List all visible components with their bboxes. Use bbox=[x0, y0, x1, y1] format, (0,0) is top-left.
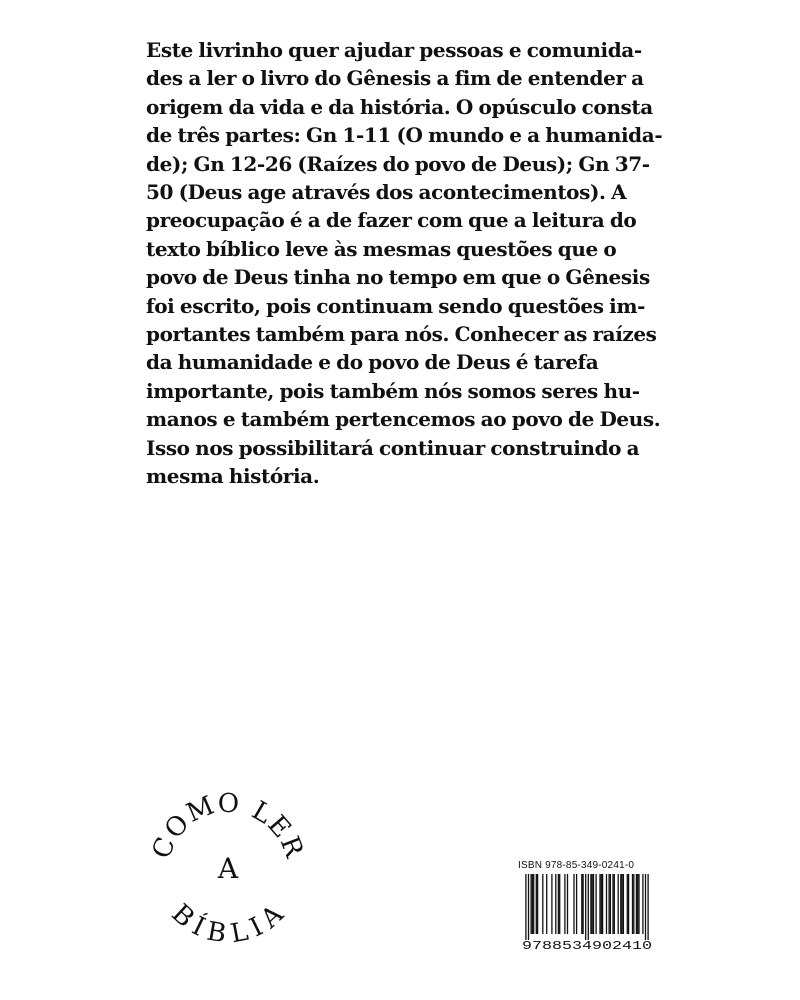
barcode-bar bbox=[555, 874, 556, 934]
barcode-bar bbox=[636, 874, 637, 934]
barcode-bar bbox=[637, 874, 638, 934]
barcode-bar bbox=[532, 874, 533, 934]
barcode-bar bbox=[612, 874, 613, 934]
barcode-bar bbox=[601, 874, 602, 934]
blurb-line: des a ler o livro do Gênesis a fim de entender a bbox=[146, 66, 644, 91]
barcode-bar bbox=[620, 874, 621, 934]
barcode-bar bbox=[592, 874, 593, 934]
isbn-barcode bbox=[518, 860, 660, 952]
barcode-bar bbox=[633, 874, 634, 934]
barcode-bar bbox=[599, 874, 600, 934]
back-cover-blurb bbox=[146, 36, 663, 491]
barcode-bar bbox=[621, 874, 622, 934]
barcode-bar bbox=[582, 874, 583, 934]
barcode-bar bbox=[642, 874, 643, 934]
barcode-bar bbox=[559, 874, 560, 934]
barcode-bar bbox=[608, 874, 609, 934]
barcode-bar bbox=[546, 874, 547, 934]
barcode-bar bbox=[537, 874, 538, 934]
blurb-line: foi escrito, pois continuam sendo questões im- bbox=[146, 293, 646, 318]
barcode-bar bbox=[528, 874, 529, 940]
logo-arc-top-text: COMO LER bbox=[146, 788, 310, 863]
barcode-bar bbox=[576, 874, 577, 934]
barcode-bar bbox=[628, 874, 629, 934]
barcode-bar bbox=[606, 874, 607, 934]
barcode-bar bbox=[593, 874, 594, 934]
barcode-graphic bbox=[518, 874, 656, 952]
blurb-line: de três partes: Gn 1-11 (O mundo e a humanida- bbox=[146, 123, 663, 148]
barcode-bar bbox=[573, 874, 574, 934]
barcode-bar bbox=[618, 874, 619, 934]
barcode-bar bbox=[536, 874, 537, 934]
barcode-bar bbox=[533, 874, 534, 934]
barcode-bar bbox=[614, 874, 615, 934]
logo-center-text: A bbox=[217, 852, 239, 885]
blurb-line: Este livrinho quer ajudar pessoas e comunida- bbox=[146, 38, 642, 62]
barcode-bar bbox=[645, 874, 646, 940]
barcode-bar bbox=[610, 874, 611, 934]
series-logo bbox=[142, 782, 314, 954]
barcode-bar bbox=[581, 874, 582, 934]
barcode-bar bbox=[564, 874, 565, 934]
blurb-line: origem da vida e da história. O opúsculo consta bbox=[146, 94, 653, 119]
barcode-bar bbox=[623, 874, 624, 934]
blurb-line: de); Gn 12-26 (Raízes do povo de Deus); Gn 37- bbox=[146, 151, 650, 176]
blurb-line: importante, pois também nós somos seres hu- bbox=[146, 378, 640, 403]
blurb-line: preocupação é a de fazer com que a leitura do bbox=[146, 208, 637, 233]
barcode-bar bbox=[627, 874, 628, 934]
blurb-line: 50 (Deus age através dos acontecimentos). A bbox=[146, 180, 627, 205]
blurb-line: da humanidade e do povo de Deus é tarefa bbox=[146, 350, 599, 375]
barcode-bar bbox=[590, 874, 591, 934]
barcode-bar bbox=[542, 874, 543, 934]
barcode-bar bbox=[558, 874, 559, 934]
blurb-line: portantes também para nós. Conhecer as raízes bbox=[146, 322, 657, 347]
barcode-bars bbox=[525, 874, 649, 940]
barcode-bar bbox=[632, 874, 633, 934]
logo-arc-bottom-text: BÍBLIA bbox=[165, 898, 291, 950]
barcode-bar bbox=[588, 874, 589, 940]
barcode-bar bbox=[585, 874, 586, 940]
blurb-line: povo de Deus tinha no tempo em que o Gênesis bbox=[146, 265, 650, 290]
barcode-bar bbox=[567, 874, 568, 934]
barcode-digits: 9788534902410 bbox=[522, 939, 652, 952]
isbn-label: ISBN 978-85-349-0241-0 bbox=[518, 860, 635, 871]
blurb-line: Isso nos possibilitará continuar construindo a bbox=[146, 435, 640, 460]
barcode-bar bbox=[638, 874, 639, 934]
barcode-bar bbox=[602, 874, 603, 934]
barcode-bar bbox=[525, 874, 526, 940]
barcode-bar bbox=[647, 874, 648, 940]
blurb-line: manos e também pertencemos ao povo de Deus. bbox=[146, 407, 661, 432]
barcode-bar bbox=[551, 874, 552, 934]
barcode-bar bbox=[595, 874, 596, 934]
blurb-line: mesma história. bbox=[146, 464, 320, 489]
barcode-bar bbox=[530, 874, 531, 934]
blurb-line: texto bíblico leve às mesmas questões que o bbox=[146, 236, 617, 261]
